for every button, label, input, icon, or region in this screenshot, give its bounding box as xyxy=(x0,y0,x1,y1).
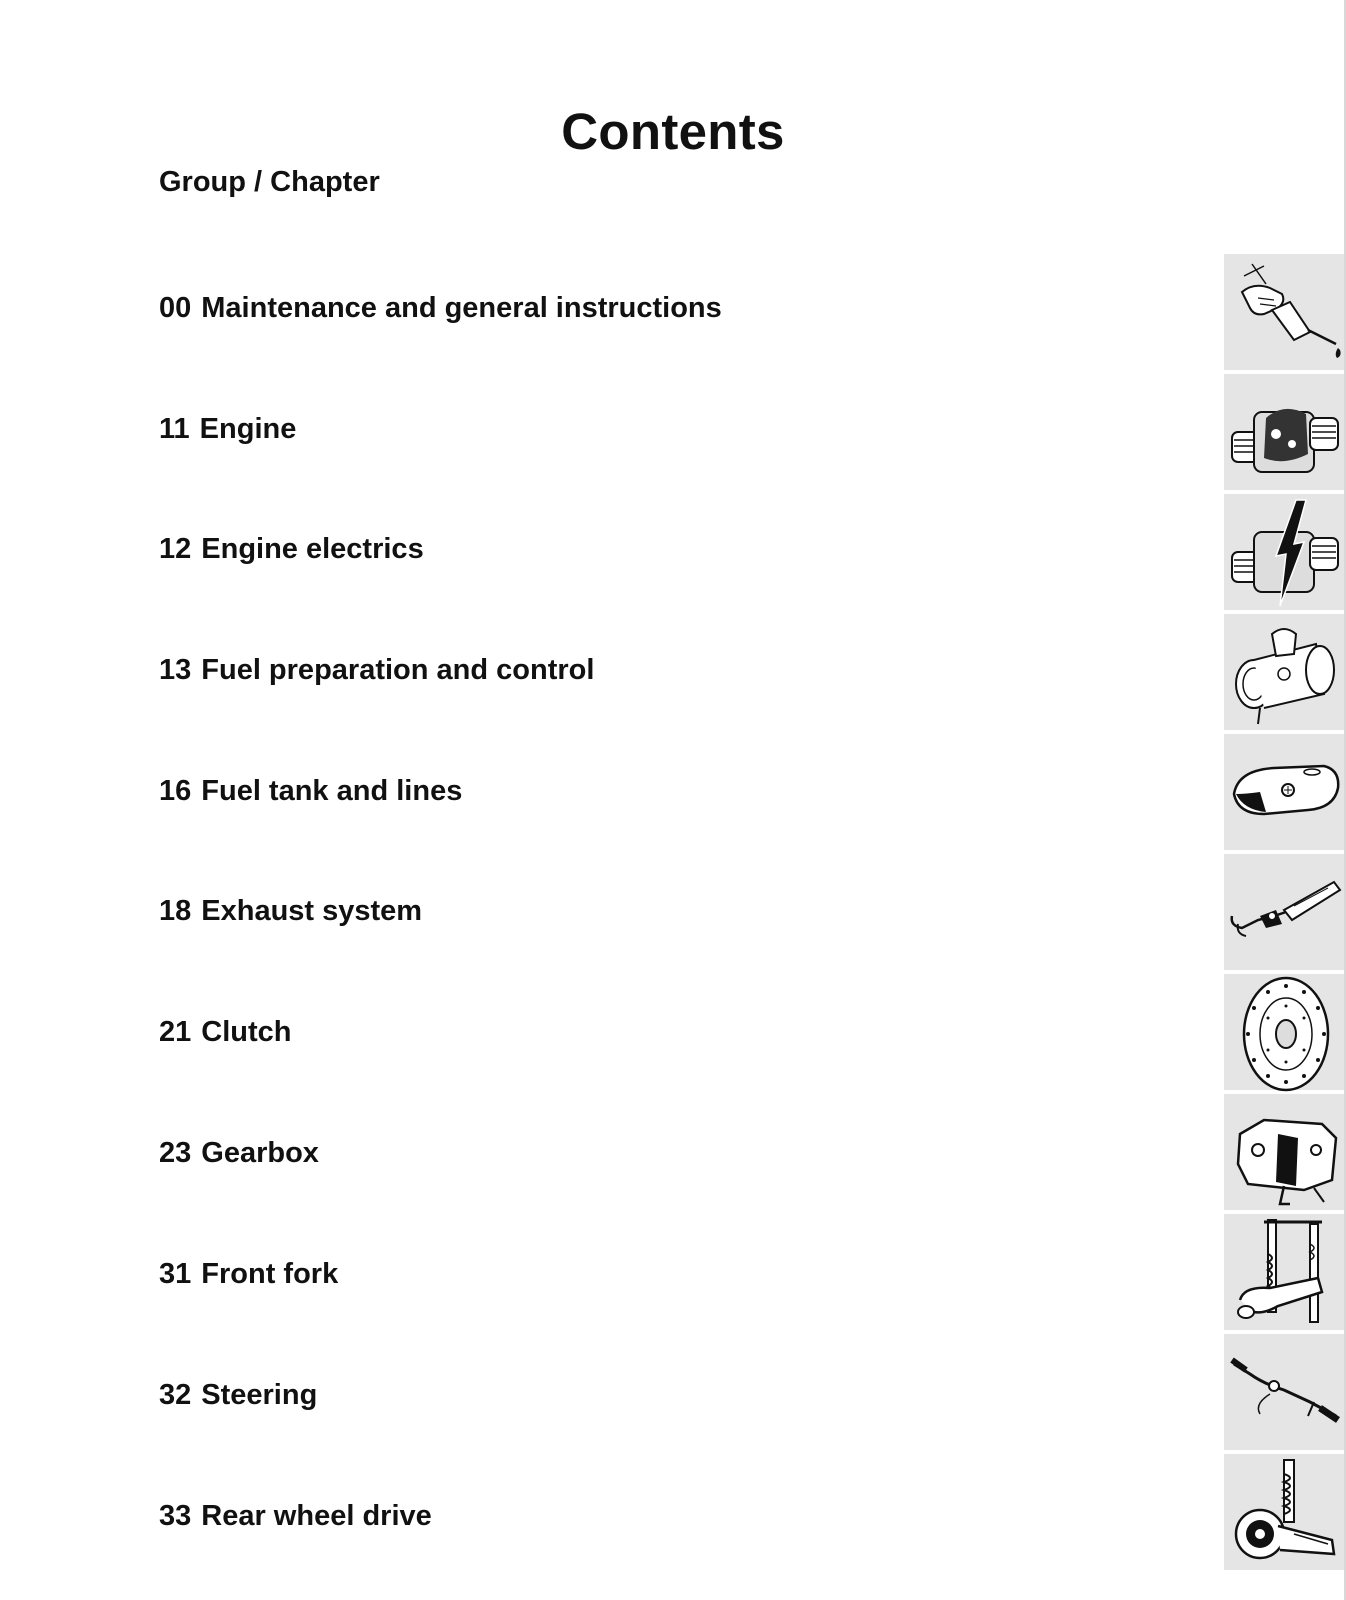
engine-electrics-icon xyxy=(1224,494,1344,612)
clutch-disc-icon xyxy=(1224,974,1344,1092)
chapter-12[interactable] xyxy=(159,533,424,573)
tab-chapter-31[interactable] xyxy=(1224,1214,1344,1332)
page-title: Contents xyxy=(561,103,785,161)
chapter-label: Steering xyxy=(201,1379,318,1411)
chapter-number: 21 xyxy=(159,1016,192,1048)
chapter-32[interactable] xyxy=(159,1379,317,1419)
chapter-number: 16 xyxy=(159,775,192,807)
chapter-label: Engine xyxy=(199,413,297,445)
tab-chapter-32[interactable] xyxy=(1224,1334,1344,1452)
chapter-label: Fuel preparation and control xyxy=(201,654,595,686)
chapter-23[interactable] xyxy=(159,1137,319,1177)
chapter-11[interactable] xyxy=(159,413,296,453)
gearbox-icon xyxy=(1224,1094,1344,1212)
chapter-label: Exhaust system xyxy=(201,895,423,927)
chapter-number: 23 xyxy=(159,1137,192,1169)
chapter-number: 11 xyxy=(159,413,190,445)
chapter-number: 33 xyxy=(159,1500,192,1532)
chapter-00[interactable] xyxy=(159,292,722,332)
tab-chapter-33[interactable] xyxy=(1224,1454,1344,1572)
chapter-label: Rear wheel drive xyxy=(201,1500,432,1532)
chapter-16[interactable] xyxy=(159,775,462,815)
exhaust-icon xyxy=(1224,854,1344,972)
chapter-label: Gearbox xyxy=(201,1137,319,1169)
chapter-label: Clutch xyxy=(201,1016,292,1048)
chapter-13[interactable] xyxy=(159,654,594,694)
tab-chapter-13[interactable] xyxy=(1224,614,1344,732)
oil-can-icon xyxy=(1224,254,1344,372)
chapter-33[interactable] xyxy=(159,1500,432,1540)
fuel-tank-icon xyxy=(1224,734,1344,852)
chapter-label: Maintenance and general instructions xyxy=(201,292,722,324)
chapter-number: 31 xyxy=(159,1258,192,1290)
chapter-label: Front fork xyxy=(201,1258,339,1290)
handlebar-icon xyxy=(1224,1334,1344,1452)
chapter-number: 13 xyxy=(159,654,192,686)
tab-chapter-00[interactable] xyxy=(1224,254,1344,372)
rear-drive-icon xyxy=(1224,1454,1344,1572)
tab-chapter-12[interactable] xyxy=(1224,494,1344,612)
tab-chapter-11[interactable] xyxy=(1224,374,1344,492)
chapter-label: Engine electrics xyxy=(201,533,424,565)
front-fork-icon xyxy=(1224,1214,1344,1332)
chapter-tab-strip xyxy=(1224,254,1344,1600)
tab-chapter-21[interactable] xyxy=(1224,974,1344,1092)
chapter-number: 12 xyxy=(159,533,192,565)
chapter-number: 18 xyxy=(159,895,192,927)
engine-icon xyxy=(1224,374,1344,492)
chapter-number: 32 xyxy=(159,1379,192,1411)
tab-chapter-23[interactable] xyxy=(1224,1094,1344,1212)
group-chapter-heading: Group / Chapter xyxy=(159,166,380,198)
chapter-18[interactable] xyxy=(159,895,422,935)
chapter-21[interactable] xyxy=(159,1016,291,1056)
tab-chapter-16[interactable] xyxy=(1224,734,1344,852)
throttle-body-icon xyxy=(1224,614,1344,732)
tab-chapter-18[interactable] xyxy=(1224,854,1344,972)
chapter-label: Fuel tank and lines xyxy=(201,775,463,807)
chapter-number: 00 xyxy=(159,292,192,324)
chapter-31[interactable] xyxy=(159,1258,338,1298)
